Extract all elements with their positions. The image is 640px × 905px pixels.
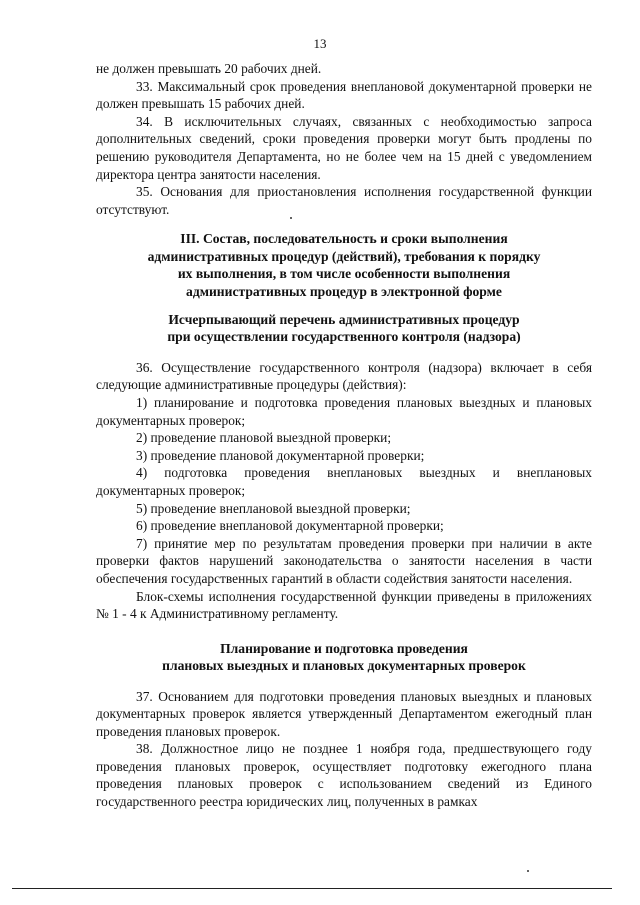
- subheading: [96, 311, 592, 346]
- paragraph: 38. Должностное лицо не позднее 1 ноября года, предшествующего году проведения плановых проверок, осуществляет подготовку ежегодного плана проведения плановых проверок с использованием сведений из Единого государственного реестра юридических лиц, полученных в рамках: [96, 741, 592, 810]
- list-item: 7) принятие мер по результатам проведения проверки при наличии в акте проверки фактов нарушений законодательства о занятости населения в части обеспечения государственных гарантий в области содействия занятости населения.: [96, 535, 592, 586]
- paragraph: 34. В исключительных случаях, связанных с необходимостью запроса дополнительных сведений, сроки проведения проверки могут быть продлены по решению руководителя Департамента, но не более чем на 15 дней с уведомлением директора центра занятости населения.: [96, 113, 592, 182]
- paragraph: 35. Основания для приостановления исполнения государственной функции отсутствуют.: [96, 184, 592, 217]
- paragraph: не должен превышать 20 рабочих дней.: [96, 61, 322, 76]
- list-item: 36. Осуществление государственного контроля (надзора) включает в себя следующие административные процедуры (действия):: [96, 359, 592, 393]
- page-number: 13: [313, 36, 327, 51]
- subheading-line: плановых выездных и плановых документарных проверок: [162, 658, 526, 674]
- list-item: Блок-схемы исполнения государственной функции приведены в приложениях № 1 - 4 к Административному регламенту.: [96, 588, 592, 622]
- section-title-line: административных процедур в электронной форме: [186, 283, 502, 299]
- section-title-line: их выполнения, в том числе особенности выполнения: [177, 266, 511, 282]
- subheading-line: Планирование и подготовка проведения: [220, 640, 468, 656]
- document-body: [96, 60, 592, 811]
- scan-speck: [527, 870, 529, 872]
- scan-speck: [290, 217, 292, 219]
- section-title-line: административных процедур (действий), требования к порядку: [147, 248, 541, 264]
- list-item: 3) проведение плановой документарной проверки;: [136, 447, 425, 463]
- list-item: 2) проведение плановой выездной проверки;: [136, 430, 392, 446]
- paragraph: 37. Основанием для подготовки проведения плановых выездных и плановых документарных проверок является утвержденный Департаментом ежегодный план проведения плановых проверок.: [96, 688, 592, 739]
- subheading: [96, 640, 592, 675]
- list-item: 5) проведение внеплановой выездной проверки;: [136, 500, 411, 516]
- list-item: 6) проведение внеплановой документарной проверки;: [136, 518, 444, 534]
- planning-section: [96, 688, 592, 811]
- list-item: 1) планирование и подготовка проведения плановых выездных и плановых документарных проверок;: [96, 394, 592, 428]
- section-title: [96, 230, 592, 300]
- section-title-line: III. Состав, последовательность и сроки выполнения: [180, 231, 508, 247]
- list-item: 4) подготовка проведения внеплановых выездных и внеплановых документарных проверок;: [96, 465, 592, 498]
- subheading-line: при осуществлении государственного контроля (надзора): [167, 329, 521, 345]
- paragraph: 33. Максимальный срок проведения внеплановой документарной проверки не должен превышать 15 рабочих дней.: [96, 78, 592, 112]
- scan-edge-line: [12, 888, 612, 889]
- subheading-line: Исчерпывающий перечень административных процедур: [168, 311, 520, 327]
- procedure-list: [96, 359, 592, 623]
